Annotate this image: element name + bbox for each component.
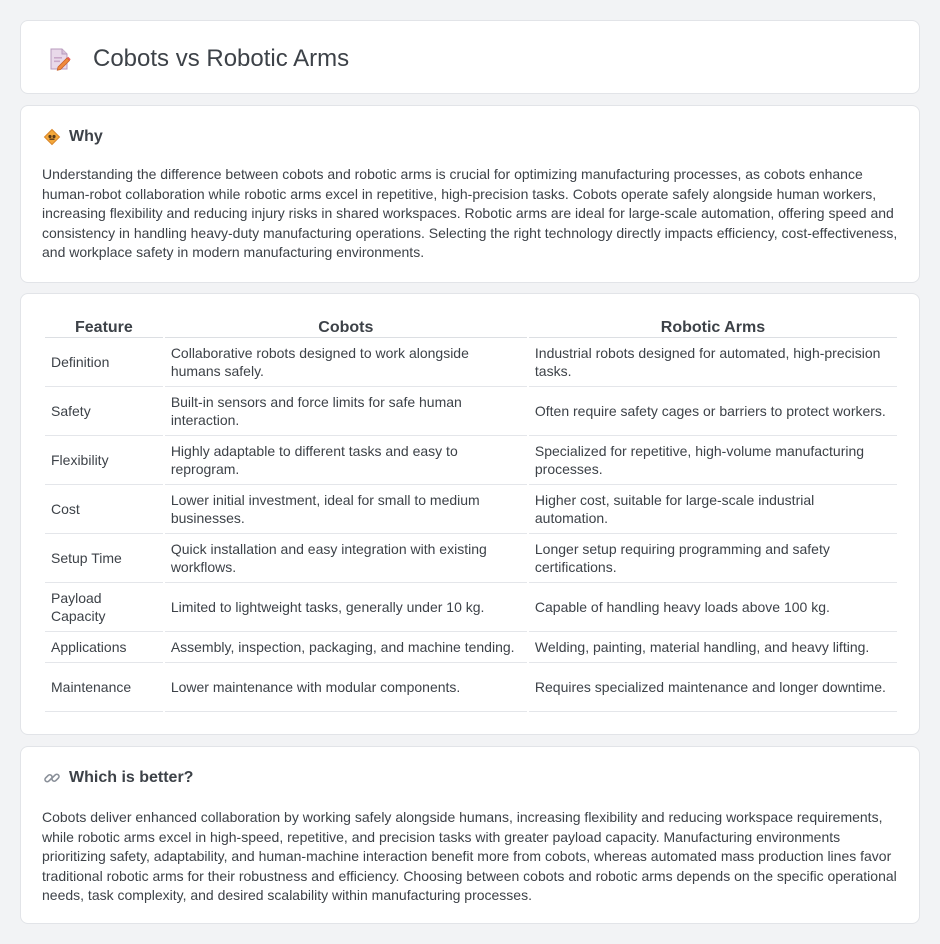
table-row bbox=[45, 436, 897, 485]
which-is-better-section bbox=[20, 746, 920, 924]
robotic-arms-cell: Higher cost, suitable for large-scale industrial automation. bbox=[529, 485, 897, 534]
table-header-row bbox=[45, 316, 897, 338]
header-card bbox=[20, 20, 920, 94]
why-heading: Why bbox=[69, 128, 103, 145]
robotic-arms-cell: Longer setup requiring programming and safety certifications. bbox=[529, 534, 897, 583]
table-row bbox=[45, 387, 897, 436]
table-row bbox=[45, 663, 897, 712]
document-edit-icon bbox=[47, 46, 73, 72]
which-is-better-text: Cobots deliver enhanced collaboration by working safely alongside humans, increasing flexibility and reducing workspace requirements, while robotic arms excel in high-speed, repetitive, and precision tasks with greater payload capacity. Manufacturing environments prioritizing safety, adaptability, and human-machine interaction benefit more from cobots, whereas automated mass production lines favor traditional robotic arms for their robustness and efficiency. Choosing between cobots and robotic arms depends on the specific operational needs, task complexity, and desired scalability within manufacturing processes. bbox=[42, 809, 897, 904]
table-row bbox=[45, 583, 897, 632]
page-title: Cobots vs Robotic Arms bbox=[93, 45, 350, 72]
comparison-table bbox=[43, 316, 899, 712]
robotic-arms-cell: Welding, painting, material handling, and heavy lifting. bbox=[529, 632, 897, 663]
robotic-arms-cell: Specialized for repetitive, high-volume manufacturing processes. bbox=[529, 436, 897, 485]
feature-cell: Flexibility bbox=[45, 436, 163, 485]
feature-cell: Cost bbox=[45, 485, 163, 534]
why-text: Understanding the difference between cobots and robotic arms is crucial for optimizing manufacturing processes, as cobots enhance human-robot collaboration while robotic arms excel in repetitive, high-precision tasks. Cobots operate safely alongside human workers, increasing flexibility and reducing injury risks in shared workspaces. Robotic arms are ideal for large-scale automation, offering speed and consistency in handling heavy-duty manufacturing operations. Selecting the right technology directly impacts efficiency, cost-effectiveness, and workplace safety in modern manufacturing environments. bbox=[42, 166, 898, 261]
robotic-arms-cell: Capable of handling heavy loads above 100 kg. bbox=[529, 583, 897, 632]
comparison-card bbox=[20, 293, 920, 735]
feature-cell: Definition bbox=[45, 338, 163, 387]
link-icon bbox=[43, 769, 61, 787]
column-header-cobots: Cobots bbox=[165, 316, 527, 338]
robotic-arms-cell: Often require safety cages or barriers to protect workers. bbox=[529, 387, 897, 436]
feature-cell: Payload Capacity bbox=[45, 583, 163, 632]
robotic-arms-cell: Requires specialized maintenance and longer downtime. bbox=[529, 663, 897, 712]
cobots-cell: Built-in sensors and force limits for safe human interaction. bbox=[165, 387, 527, 436]
feature-cell: Safety bbox=[45, 387, 163, 436]
which-is-better-heading: Which is better? bbox=[69, 769, 194, 786]
cobots-cell: Assembly, inspection, packaging, and machine tending. bbox=[165, 632, 527, 663]
feature-cell: Maintenance bbox=[45, 663, 163, 712]
cobots-cell: Highly adaptable to different tasks and easy to reprogram. bbox=[165, 436, 527, 485]
warning-sign-icon bbox=[43, 128, 61, 146]
robotic-arms-cell: Industrial robots designed for automated, high-precision tasks. bbox=[529, 338, 897, 387]
cobots-cell: Quick installation and easy integration with existing workflows. bbox=[165, 534, 527, 583]
cobots-cell: Collaborative robots designed to work alongside humans safely. bbox=[165, 338, 527, 387]
why-section bbox=[20, 105, 920, 283]
table-row bbox=[45, 338, 897, 387]
cobots-cell: Limited to lightweight tasks, generally under 10 kg. bbox=[165, 583, 527, 632]
column-header-feature: Feature bbox=[45, 316, 163, 338]
column-header-robotic-arms: Robotic Arms bbox=[529, 316, 897, 338]
cobots-cell: Lower maintenance with modular components. bbox=[165, 663, 527, 712]
feature-cell: Applications bbox=[45, 632, 163, 663]
cobots-cell: Lower initial investment, ideal for small to medium businesses. bbox=[165, 485, 527, 534]
table-row bbox=[45, 534, 897, 583]
table-row bbox=[45, 485, 897, 534]
feature-cell: Setup Time bbox=[45, 534, 163, 583]
table-row bbox=[45, 632, 897, 663]
